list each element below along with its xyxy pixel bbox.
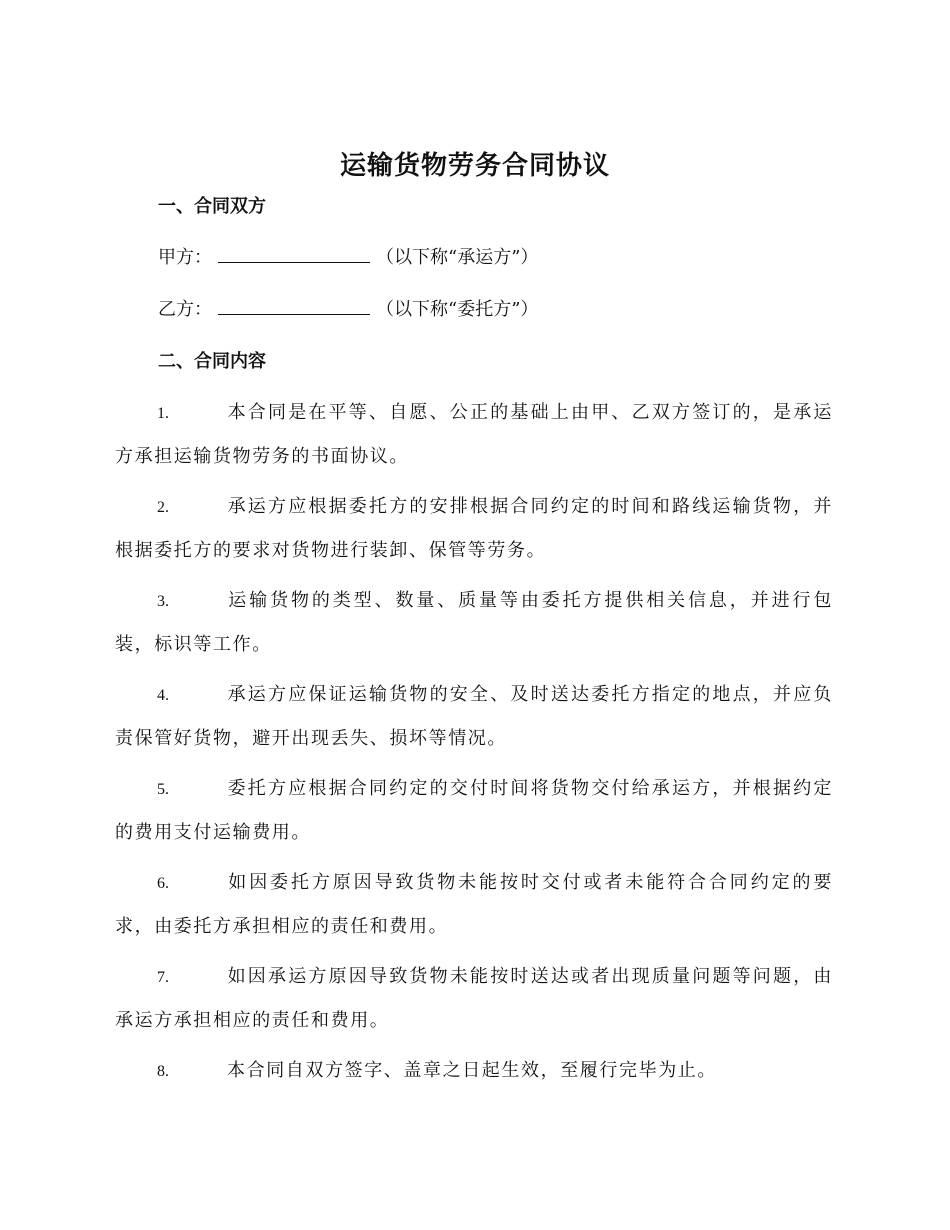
clause-number: 3. [157, 593, 169, 610]
clause-number: 5. [157, 781, 169, 798]
clause-text: 本合同是在平等、自愿、公正的基础上由甲、乙双方签订的，是承运方承担运输货物劳务的书面协议。 [115, 402, 833, 467]
clause-item [115, 955, 833, 1042]
clause-number: 1. [157, 405, 169, 422]
party-b-blank [218, 296, 370, 315]
clause-text: 运输货物的类型、数量、质量等由委托方提供相关信息，并进行包装，标识等工作。 [115, 590, 833, 655]
clause-text: 承运方应根据委托方的安排根据合同约定的时间和路线运输货物，并根据委托方的要求对货物进行装卸、保管等劳务。 [115, 496, 833, 561]
clause-item [115, 1049, 833, 1093]
clause-number: 6. [157, 875, 169, 892]
party-a-line [158, 243, 538, 273]
clause-text: 承运方应保证运输货物的安全、及时送达委托方指定的地点，并应负责保管好货物，避开出现丢失、损坏等情况。 [115, 684, 833, 749]
clause-number: 2. [157, 499, 169, 516]
clause-item [115, 579, 833, 666]
clause-item [115, 861, 833, 948]
party-b-line [158, 295, 538, 325]
clause-item [115, 391, 833, 478]
document-title: 运输货物劳务合同协议 [339, 151, 610, 181]
clause-item [115, 767, 833, 854]
clause-text: 委托方应根据合同约定的交付时间将货物交付给承运方，并根据约定的费用支付运输费用。 [115, 778, 833, 843]
party-a-suffix: （以下称“承运方”） [376, 247, 539, 268]
party-a-label: 甲方： [158, 247, 212, 268]
clause-text: 本合同自双方签字、盖章之日起生效，至履行完毕为止。 [227, 1060, 717, 1081]
party-b-suffix: （以下称“委托方”） [376, 299, 539, 320]
party-a-blank [218, 244, 370, 263]
clause-text: 如因委托方原因导致货物未能按时交付或者未能符合合同约定的要求，由委托方承担相应的责任和费用。 [115, 872, 833, 937]
clause-number: 7. [157, 969, 169, 986]
clause-number: 8. [157, 1063, 169, 1080]
section-heading-parties: 一、合同双方 [158, 196, 266, 217]
clause-number: 4. [157, 687, 169, 704]
clause-text: 如因承运方原因导致货物未能按时送达或者出现质量问题等问题，由承运方承担相应的责任和费用。 [115, 966, 833, 1031]
section-heading-content: 二、合同内容 [158, 351, 266, 372]
clause-item [115, 485, 833, 572]
clause-item [115, 673, 833, 760]
party-b-label: 乙方： [158, 299, 212, 320]
